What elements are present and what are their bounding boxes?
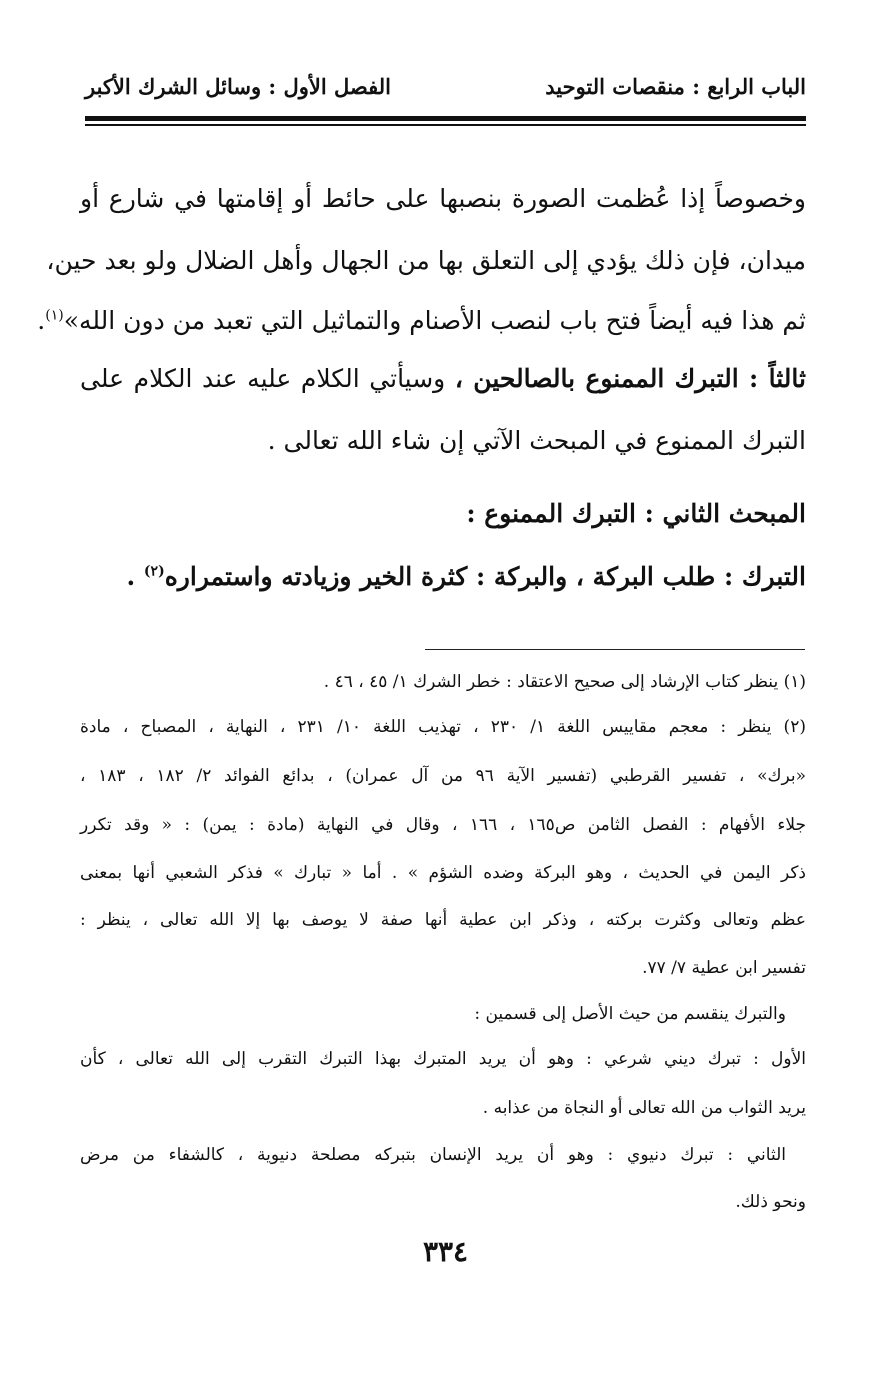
page-number: ٣٣٤ <box>422 1235 469 1268</box>
footnote-2-line-8: الأول : تبرك ديني شرعي : وهو أن يريد المتبرك بهذا التبرك التقرب إلى الله تعالى ، كأن <box>80 1049 806 1069</box>
footnote-2-line-5: عظم وتعالى وكثرت بركته ، وذكر ابن عطية أنها صفة لا يوصف بها إلا الله تعالى ، ينظر : <box>80 910 806 930</box>
body-line-5: التبرك الممنوع في المبحث الآتي إن شاء الله تعالى . <box>267 426 806 455</box>
definition-end: . <box>126 562 144 591</box>
footnote-2-line-1: (٢) ينظر : معجم مقاييس اللغة ١/ ٢٣٠ ، تهذيب اللغة ١٠/ ٢٣١ ، النهاية ، المصباح ، مادة <box>80 717 806 737</box>
section-heading: المبحث الثاني : التبرك الممنوع : <box>466 499 806 528</box>
footnote-2-line-2: «برك» ، تفسير القرطبي (تفسير الآية ٩٦ من آل عمران) ، بدائع الفوائد ٢/ ١٨٢ ، ١٨٣ ، <box>80 766 806 786</box>
footnote-2-line-7: والتبرك ينقسم من حيث الأصل إلى قسمين : <box>474 1004 786 1024</box>
third-point-title: ثالثاً : التبرك الممنوع بالصالحين ، <box>454 364 806 393</box>
footnote-2-line-11: ونحو ذلك. <box>735 1192 806 1212</box>
header-rule-thick <box>85 116 806 121</box>
footnote-2-line-9: يريد الثواب من الله تعالى أو النجاة من عذابه . <box>482 1098 806 1118</box>
footnote-2-line-3: جلاء الأفهام : الفصل الثامن ص١٦٥ ، ١٦٦ ، وقال في النهاية (مادة : يمن) : « وقد تكرر <box>80 815 806 835</box>
footnote-1: (١) ينظر كتاب الإرشاد إلى صحيح الاعتقاد : خطر الشرك ١/ ٤٥ ، ٤٦ . <box>323 672 806 692</box>
third-point-text: وسيأتي الكلام عليه عند الكلام على <box>80 364 455 393</box>
body-line-4 <box>80 364 806 394</box>
body-line-1: وخصوصاً إذا عُظمت الصورة بنصبها على حائط أو إقامتها في شارع أو <box>80 184 806 213</box>
definition-line <box>80 562 806 592</box>
running-header <box>85 74 806 114</box>
body-line-3-text: ثم هذا فيه أيضاً فتح باب لنصب الأصنام والتماثيل التي تعبد من دون الله» <box>63 306 806 335</box>
footnote-2-line-4: ذكر اليمن في الحديث ، وهو البركة وضده الشؤم » . أما « تبارك » فذكر الشعبي أنها بمعنى <box>80 863 806 883</box>
footnote-ref-1: (١) <box>45 307 64 324</box>
body-line-3 <box>37 306 806 336</box>
body-line-2: ميدان، فإن ذلك يؤدي إلى التعلق بها من الجهال وأهل الضلال ولو بعد حين، <box>46 246 806 275</box>
header-section-title: الفصل الأول : وسائل الشرك الأكبر <box>85 74 391 99</box>
footnote-ref-2: (٢) <box>143 563 165 580</box>
header-rule-thin <box>85 124 806 126</box>
footnote-separator <box>425 649 805 650</box>
definition-text: التبرك : طلب البركة ، والبركة : كثرة الخير وزيادته واستمراره <box>164 562 806 591</box>
header-chapter-title: الباب الرابع : منقصات التوحيد <box>545 74 806 99</box>
footnote-2-line-10: الثاني : تبرك دنيوي : وهو أن يريد الإنسان بتبركه مصلحة دنيوية ، كالشفاء من مرض <box>80 1145 786 1165</box>
body-line-3-end: . <box>37 306 46 335</box>
footnote-2-line-6: تفسير ابن عطية ٧/ ٧٧. <box>642 958 806 978</box>
